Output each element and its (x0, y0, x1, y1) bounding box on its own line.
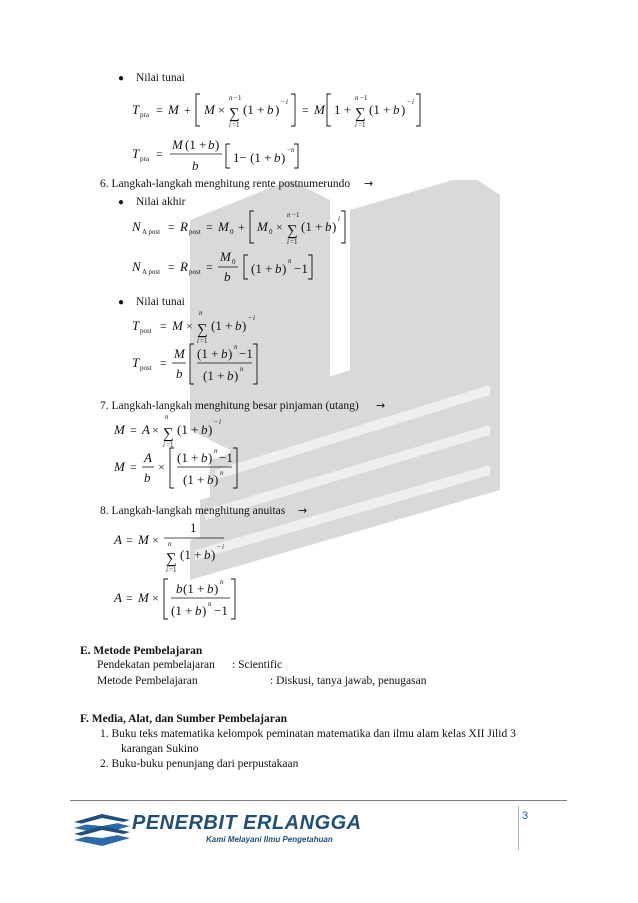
svg-text:b: b (267, 102, 274, 117)
svg-text:×: × (186, 319, 193, 333)
svg-text:−1: −1 (234, 94, 242, 102)
item-8-text: 8. Langkah-langkah menghitung anuitas (100, 505, 286, 517)
svg-text:): ) (214, 472, 219, 487)
svg-text:=: = (160, 356, 167, 370)
svg-text:=: = (302, 103, 309, 117)
svg-text:b: b (208, 137, 215, 152)
svg-text:×: × (152, 533, 159, 547)
bullet-nilai-tunai-2: Nilai tunai (136, 296, 185, 308)
svg-text:−1: −1 (219, 450, 233, 465)
svg-text:(1 +: (1 + (183, 581, 205, 596)
svg-text:N: N (132, 259, 141, 274)
footer-rule (70, 800, 567, 801)
svg-text:): ) (401, 102, 406, 117)
svg-text:i: i (287, 238, 289, 246)
svg-text:∑: ∑ (166, 551, 177, 567)
svg-text:b: b (201, 422, 208, 437)
svg-text:∑: ∑ (355, 106, 366, 122)
bullet-dot-icon: ● (118, 197, 125, 208)
svg-text:−: − (248, 314, 252, 322)
svg-text:−: − (217, 543, 221, 551)
svg-text:post: post (189, 268, 201, 276)
svg-text:b: b (325, 219, 332, 234)
svg-text:post: post (140, 327, 152, 335)
svg-text:b: b (275, 261, 282, 276)
section-e-row1-label: Pendekatan pembelajaran (97, 659, 215, 671)
svg-text:T: T (132, 318, 140, 333)
svg-text:b: b (224, 269, 231, 284)
svg-text:b: b (192, 158, 199, 173)
svg-text:b: b (274, 150, 281, 165)
svg-text:T: T (132, 146, 140, 161)
item-7-text: 7. Langkah-langkah menghitung besar pinjaman (utang) (100, 400, 359, 412)
svg-text:M: M (114, 459, 125, 474)
section-e-heading: E. Metode Pembelajaran (80, 645, 203, 657)
svg-text:×: × (158, 460, 165, 474)
svg-text:i: i (229, 121, 231, 129)
svg-text:+: + (238, 220, 245, 234)
svg-text:): ) (211, 547, 216, 562)
svg-text:×: × (218, 103, 225, 117)
formula-tpra-sum (130, 88, 420, 130)
svg-text:M: M (172, 318, 183, 333)
svg-text:b: b (207, 472, 214, 487)
svg-text:=: = (206, 220, 213, 234)
svg-text:=: = (156, 103, 163, 117)
svg-text:∑: ∑ (163, 426, 174, 442)
svg-text:post: post (189, 228, 201, 236)
svg-text:i: i (355, 121, 357, 129)
svg-text:=: = (168, 220, 175, 234)
page-number: 3 (522, 810, 529, 822)
section-f-list-item-continued: karangan Sukino (121, 743, 199, 755)
svg-text:=: = (126, 533, 133, 547)
svg-text:): ) (275, 102, 280, 117)
svg-text:∑: ∑ (197, 322, 208, 338)
svg-text:n: n (220, 578, 224, 586)
bullet-dot-icon: ● (118, 73, 125, 84)
formula-na-post-sum (130, 207, 350, 247)
svg-text:n: n (229, 94, 233, 102)
svg-text:A: A (142, 422, 150, 437)
bullet-dot-icon: ● (118, 297, 125, 308)
formula-tpost-closed (130, 340, 260, 388)
svg-text:A post: A post (142, 268, 161, 276)
svg-text:=: = (206, 260, 213, 274)
svg-text:): ) (202, 603, 207, 618)
svg-text:M: M (114, 422, 125, 437)
svg-text:(1 +: (1 + (177, 450, 199, 465)
svg-text:=: = (126, 591, 133, 605)
svg-text:b: b (221, 346, 228, 361)
svg-text:=1: =1 (358, 121, 366, 129)
right-arrow-icon: → (364, 177, 374, 190)
svg-text:b: b (204, 547, 211, 562)
svg-text:n: n (291, 146, 295, 154)
svg-text:−: − (281, 98, 285, 106)
svg-text:b: b (207, 581, 214, 596)
bullet-nilai-akhir: Nilai akhir (136, 196, 186, 208)
svg-text:(1 +: (1 + (301, 219, 323, 234)
svg-text:(1 +: (1 + (180, 547, 202, 562)
svg-text:(1 +: (1 + (171, 603, 193, 618)
svg-text:i: i (197, 337, 199, 345)
svg-text:0: 0 (232, 258, 236, 266)
svg-text:0: 0 (230, 228, 234, 236)
svg-text:=: = (168, 260, 175, 274)
formula-a-closed (112, 575, 242, 623)
svg-text:n: n (199, 309, 203, 317)
svg-text:): ) (214, 581, 219, 596)
svg-text:b: b (144, 470, 151, 485)
formula-m-sum (112, 410, 232, 448)
svg-text:=1: =1 (200, 337, 208, 345)
svg-text:A post: A post (142, 228, 161, 236)
svg-text:(1 +: (1 + (177, 422, 199, 437)
right-arrow-icon: → (298, 504, 308, 517)
publisher-tagline: Kami Melayani Ilmu Pengetahuan (206, 835, 333, 844)
svg-text:): ) (208, 422, 213, 437)
svg-text:(1 +: (1 + (185, 137, 207, 152)
svg-text:(1 +: (1 + (211, 318, 233, 333)
svg-text:−1: −1 (214, 603, 228, 618)
svg-text:): ) (332, 219, 337, 234)
svg-text:M: M (168, 102, 179, 117)
svg-text:): ) (282, 261, 287, 276)
section-e-row1-value: : Scientific (232, 659, 283, 671)
svg-text:R: R (180, 219, 188, 234)
svg-text:n: n (240, 365, 244, 373)
svg-text:1− (1 +: 1− (1 + (233, 150, 272, 165)
svg-text:=1: =1 (166, 441, 174, 449)
svg-text:−1: −1 (360, 94, 368, 102)
svg-text:M: M (220, 249, 231, 264)
svg-text:=: = (160, 319, 167, 333)
svg-text:1 +: 1 + (334, 102, 352, 117)
svg-text:n: n (208, 600, 212, 608)
svg-text:+: + (184, 103, 191, 117)
svg-text:M: M (257, 219, 268, 234)
svg-text:): ) (208, 450, 213, 465)
svg-text:M: M (174, 346, 185, 361)
svg-text:−: − (287, 146, 291, 154)
svg-text:(1 +: (1 + (203, 368, 225, 383)
svg-text:M: M (314, 102, 325, 117)
svg-text:n: n (234, 343, 238, 351)
section-f-list-item: 1. Buku teks matematika kelompok peminatan matematika dan ilmu alam kelas XII Jilid 3 (100, 728, 516, 740)
svg-text:T: T (132, 355, 140, 370)
svg-text:(1 +: (1 + (197, 346, 219, 361)
svg-text:n: n (168, 540, 172, 548)
svg-text:M: M (172, 137, 183, 152)
svg-text:n: n (165, 413, 169, 421)
svg-text:(1 +: (1 + (369, 102, 391, 117)
svg-text:post: post (140, 364, 152, 372)
svg-text:i: i (286, 98, 288, 106)
svg-text:i: i (412, 98, 414, 106)
svg-text:): ) (215, 137, 220, 152)
svg-text:−1: −1 (294, 261, 308, 276)
section-f-heading: F. Media, Alat, dan Sumber Pembelajaran (80, 713, 288, 725)
svg-text:A: A (114, 590, 122, 605)
formula-na-post-closed (130, 247, 320, 289)
svg-text:b: b (176, 581, 183, 596)
item-6-text: 6. Langkah-langkah menghitung rente postnumerundo (100, 178, 351, 190)
svg-text:∑: ∑ (229, 106, 240, 122)
formula-m-closed (112, 444, 242, 492)
svg-text:b: b (176, 366, 183, 381)
publisher-name: PENERBIT ERLANGGA (132, 812, 362, 834)
svg-text:b: b (201, 450, 208, 465)
formula-tpra-closed (130, 132, 300, 178)
svg-text:(1 +: (1 + (183, 472, 205, 487)
svg-text:=1: =1 (290, 238, 298, 246)
svg-text:×: × (276, 220, 283, 234)
section-f-list-item: 2. Buku-buku penunjang dari perpustakaan (100, 758, 299, 770)
svg-text:pra: pra (140, 155, 149, 163)
svg-text:i: i (253, 314, 255, 322)
svg-text:=1: =1 (169, 566, 177, 574)
svg-text:i: i (338, 215, 340, 223)
svg-text:−: − (407, 98, 411, 106)
svg-text:1: 1 (190, 520, 197, 535)
svg-text:−: − (214, 418, 218, 426)
section-e-row2-label: Metode Pembelajaran (97, 675, 198, 687)
svg-text:): ) (234, 368, 239, 383)
svg-text:n: n (220, 469, 224, 477)
svg-text:×: × (152, 591, 159, 605)
svg-text:n: n (288, 257, 292, 265)
svg-text:i: i (222, 543, 224, 551)
svg-text:b: b (235, 318, 242, 333)
svg-text:M: M (138, 590, 149, 605)
svg-text:R: R (180, 259, 188, 274)
svg-text:i: i (219, 418, 221, 426)
svg-text:M: M (138, 532, 149, 547)
svg-text:N: N (132, 219, 141, 234)
svg-text:): ) (281, 150, 286, 165)
svg-text:−1: −1 (239, 346, 253, 361)
svg-text:i: i (163, 441, 165, 449)
svg-text:A: A (114, 532, 122, 547)
svg-text:): ) (242, 318, 247, 333)
svg-text:−1: −1 (292, 211, 300, 219)
svg-text:0: 0 (269, 228, 273, 236)
svg-text:i: i (166, 566, 168, 574)
svg-text:=: = (156, 147, 163, 161)
svg-text:×: × (152, 423, 159, 437)
svg-text:): ) (228, 346, 233, 361)
svg-text:M: M (218, 219, 229, 234)
svg-text:(1 +: (1 + (243, 102, 265, 117)
svg-text:pra: pra (140, 111, 149, 119)
svg-text:=: = (130, 423, 137, 437)
svg-text:=: = (130, 460, 137, 474)
right-arrow-icon: → (376, 399, 386, 412)
svg-text:∑: ∑ (287, 223, 298, 239)
svg-text:n: n (214, 447, 218, 455)
svg-text:n: n (287, 211, 291, 219)
svg-text:A: A (144, 450, 152, 465)
svg-text:b: b (195, 603, 202, 618)
formula-a-sum (112, 518, 232, 574)
svg-text:T: T (132, 102, 140, 117)
svg-text:n: n (355, 94, 359, 102)
svg-text:M: M (204, 102, 215, 117)
svg-text:b: b (227, 368, 234, 383)
erlangga-book-logo-icon (72, 812, 132, 848)
svg-text:(1 +: (1 + (251, 261, 273, 276)
formula-tpost-sum (130, 306, 270, 344)
section-e-row2-value: : Diskusi, tanya jawab, penugasan (270, 675, 427, 687)
bullet-nilai-tunai-1: Nilai tunai (136, 72, 185, 84)
svg-text:b: b (393, 102, 400, 117)
svg-text:=1: =1 (232, 121, 240, 129)
